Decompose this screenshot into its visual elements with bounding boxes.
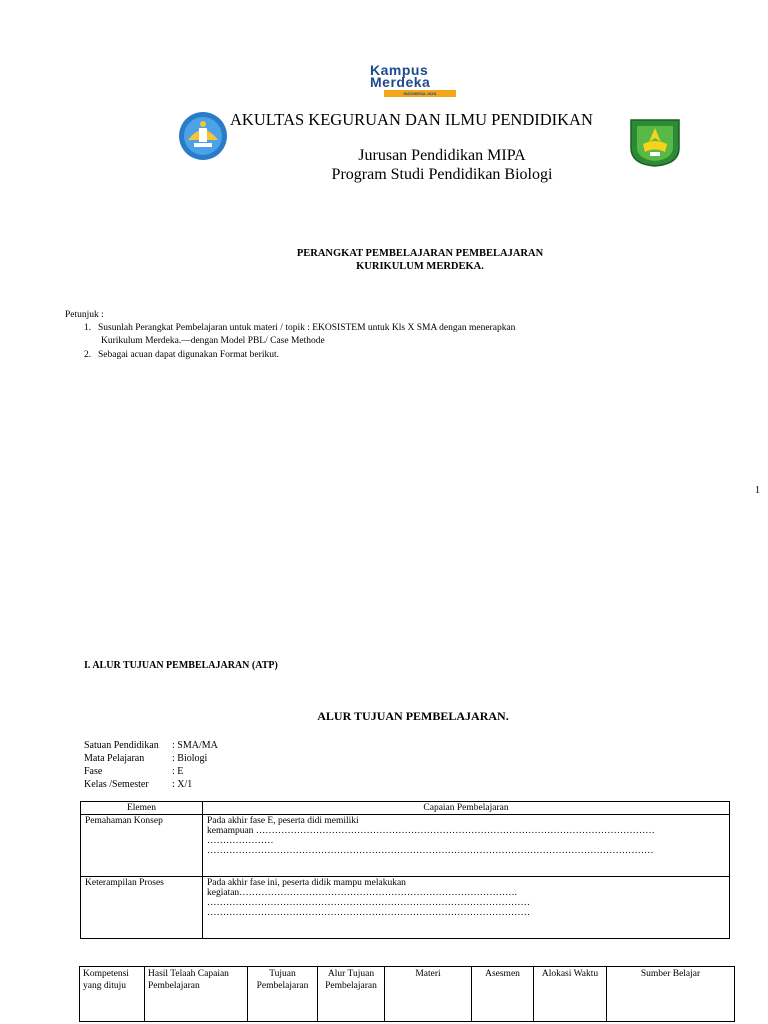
logo-text-merdeka: Merdeka bbox=[370, 74, 431, 90]
header-kompetensi: Kompetensi yang dituju bbox=[80, 967, 145, 1022]
meta-phase-value: : E bbox=[172, 766, 184, 777]
capaian-line: ………………… bbox=[207, 836, 274, 846]
instruction-1-line1: Susunlah Perangkat Pembelajaran untuk materi / topik : EKOSISTEM untuk Kls X SMA dengan menerapkan bbox=[98, 323, 516, 333]
table-header-row bbox=[80, 967, 735, 1022]
header-alokasi-waktu: Alokasi Waktu bbox=[534, 967, 607, 1022]
meta-class-value: : X/1 bbox=[172, 779, 193, 790]
meta-subject-label: Mata Pelajaran bbox=[84, 753, 145, 764]
kampus-merdeka-logo bbox=[370, 62, 460, 98]
meta-class-label: Kelas /Semester bbox=[84, 779, 149, 790]
logo-text-kampus: Kampus bbox=[370, 62, 429, 78]
program-title: Program Studi Pendidikan Biologi bbox=[331, 166, 553, 183]
department-title: Jurusan Pendidikan MIPA bbox=[358, 147, 526, 164]
instruction-2-number: 2. bbox=[84, 350, 92, 360]
document-title-line2: KURIKULUM MERDEKA. bbox=[356, 261, 484, 272]
header-asesmen: Asesmen bbox=[472, 967, 534, 1022]
header-alur-tujuan: Alur Tujuan Pembelajaran bbox=[318, 967, 385, 1022]
capaian-table bbox=[80, 801, 730, 939]
capaian-line: kemampuan ……………………………………………………………………………………………………………… bbox=[207, 826, 655, 836]
header-elemen: Elemen bbox=[81, 802, 203, 815]
instruction-2-line: Sebagai acuan dapat digunakan Format berikut. bbox=[98, 350, 279, 360]
capaian-line: Pada akhir fase E, peserta didi memiliki bbox=[207, 816, 359, 826]
meta-phase-label: Fase bbox=[84, 766, 103, 777]
capaian-line: kegiatan……………………………………………………………………………. bbox=[207, 888, 518, 898]
faculty-title: AKULTAS KEGURUAN DAN ILMU PENDIDIKAN bbox=[230, 110, 593, 129]
atp-title: ALUR TUJUAN PEMBELAJARAN. bbox=[317, 709, 509, 723]
row-capaian bbox=[203, 877, 730, 939]
header-tujuan: Tujuan Pembelajaran bbox=[248, 967, 318, 1022]
meta-subject bbox=[84, 753, 207, 764]
row-element: Pemahaman Konsep bbox=[81, 815, 203, 877]
meta-phase bbox=[84, 766, 183, 777]
capaian-line: ………………………………………………………………………………………… bbox=[207, 898, 530, 908]
instructions-label: Petunjuk : bbox=[65, 310, 104, 320]
row-capaian bbox=[203, 815, 730, 877]
header-sumber-belajar: Sumber Belajar bbox=[607, 967, 735, 1022]
table-row bbox=[81, 877, 730, 939]
meta-subject-value: : Biologi bbox=[172, 753, 208, 764]
section-heading: I. ALUR TUJUAN PEMBELAJARAN (ATP) bbox=[84, 660, 278, 671]
meta-school-value: : SMA/MA bbox=[172, 740, 218, 751]
header-materi: Materi bbox=[385, 967, 472, 1022]
capaian-line: …………………………………………………………………………………………………………………………… bbox=[207, 846, 654, 856]
instruction-1-number: 1. bbox=[84, 323, 92, 333]
header-hasil-telaah: Hasil Telaah Capaian Pembelajaran bbox=[145, 967, 248, 1022]
meta-school-label: Satuan Pendidikan bbox=[84, 740, 159, 751]
table-row bbox=[81, 815, 730, 877]
document-title-line1: PERANGKAT PEMBELAJARAN PEMBELAJARAN bbox=[296, 248, 544, 259]
capaian-line: Pada akhir fase ini, peserta didik mampu melakukan bbox=[207, 878, 406, 888]
instruction-1-line2: Kurikulum Merdeka.—dengan Model PBL/ Case Methode bbox=[101, 336, 325, 346]
meta-school bbox=[84, 740, 218, 751]
meta-class bbox=[84, 779, 192, 790]
row-element: Keterampilan Proses bbox=[81, 877, 203, 939]
capaian-line: ………………………………………………………………………………………… bbox=[207, 908, 530, 918]
table-header-row bbox=[81, 802, 730, 815]
logo-tagline: INDONESIA JAYA bbox=[384, 90, 456, 97]
atp-table bbox=[79, 966, 735, 1022]
header-capaian: Capaian Pembelajaran bbox=[203, 802, 730, 815]
page-number: 1 bbox=[755, 485, 760, 496]
